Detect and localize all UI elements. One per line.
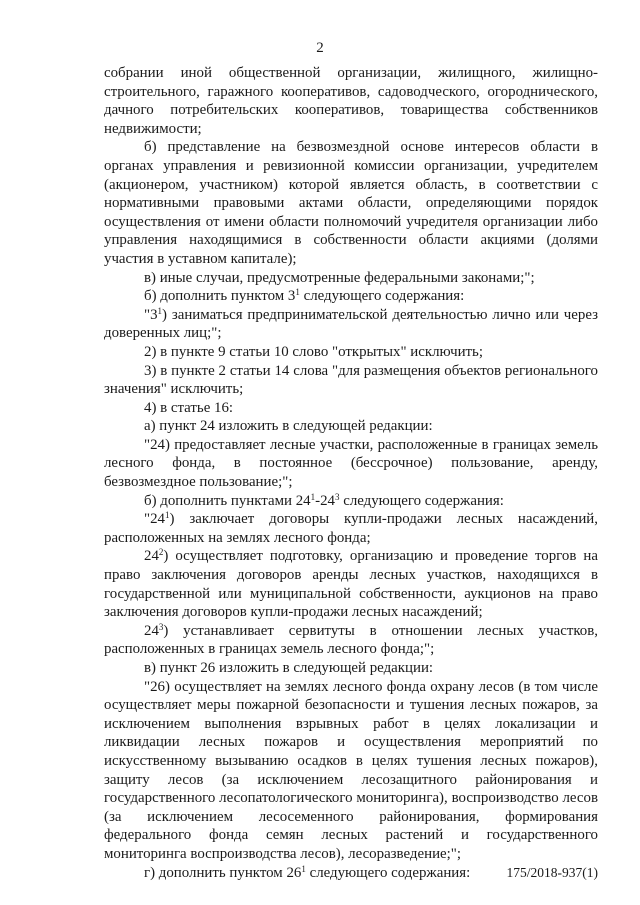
paragraph-text: собрании иной общественной организации, жилищного, жилищно-строительного, гаражного кооперативов, садоводческого, огороднического, дачного потребительских кооперативов, товарищества собственников недвижимости; bbox=[104, 65, 598, 137]
superscript: 1 bbox=[301, 863, 306, 874]
paragraph-text: "24 bbox=[144, 511, 165, 528]
paragraph-text: ) заключает договоры купли-продажи лесных насаждений, расположенных на землях лесного фонда; bbox=[104, 511, 598, 546]
paragraph bbox=[104, 510, 598, 547]
paragraph-text: ) осуществляет подготовку, организацию и проведение торгов на право заключения договоров аренды лесных участков, находящихся в государственной или муниципальной собственности, аукционов на право заключения договоров купли-продажи лесных насаждений; bbox=[104, 548, 598, 621]
paragraph bbox=[104, 399, 598, 418]
paragraph bbox=[104, 678, 598, 864]
superscript: 1 bbox=[164, 510, 170, 521]
document-code: 175/2018-937(1) bbox=[506, 865, 598, 880]
paragraph bbox=[104, 417, 598, 436]
paragraph-text: 2) в пункте 9 статьи 10 слово "открытых" исключить; bbox=[144, 343, 483, 360]
paragraph bbox=[104, 362, 598, 399]
paragraph-text: б) дополнить пунктом 3 bbox=[144, 288, 296, 305]
paragraph bbox=[104, 659, 598, 678]
paragraph bbox=[104, 622, 598, 659]
superscript: 1 bbox=[157, 305, 163, 316]
paragraph-text: "24) предоставляет лесные участки, расположенные в границах земель лесного фонда, в постоянное (бессрочное) пользование, аренду, безвозмездное пользование;"; bbox=[104, 436, 598, 491]
paragraph bbox=[104, 138, 598, 268]
paragraph-text: в) пункт 26 изложить в следующей редакции: bbox=[144, 660, 434, 676]
superscript: 1 bbox=[310, 491, 316, 502]
paragraph-text: следующего содержания: bbox=[305, 864, 471, 881]
paragraph-text: следующего содержания: bbox=[339, 492, 504, 509]
paragraph-text: "26) осуществляет на землях лесного фонда охрану лесов (в том числе осуществляет меры пожарной безопасности и тушения лесных пожаров, за исключением выполнения взрывных работ в целях локализации и ликвидации лесных пожаров и осуществления мероприятий по искусственному вызыванию осадков в целях тушения лесных пожаров), защиту лесов (за исключением лесозащитного районирования и государственного лесопатологического мониторинга), воспроизводство лесов (за исключением лесосеменного районирования, формирования федерального фонда семян лесных растений и государственного мониторинга воспроизводства лесов), лесоразведение;"; bbox=[104, 678, 598, 862]
superscript: 2 bbox=[158, 547, 164, 558]
paragraph-text: б) дополнить пунктами 24 bbox=[144, 492, 311, 509]
paragraph-text: следующего содержания: bbox=[299, 288, 465, 305]
paragraph bbox=[104, 306, 598, 343]
paragraph-text: 3) в пункте 2 статьи 14 слова "для размещения объектов регионального значения" исключить; bbox=[104, 362, 598, 398]
superscript: 3 bbox=[334, 491, 340, 502]
paragraph-text: ) заниматься предпринимательской деятельностью лично или через доверенных лиц;"; bbox=[104, 306, 598, 342]
paragraph bbox=[104, 547, 598, 621]
paragraph-text: -24 bbox=[315, 492, 335, 509]
paragraph bbox=[104, 343, 598, 362]
paragraph-text: 4) в статье 16: bbox=[144, 399, 234, 416]
paragraph-text: б) представление на безвозмездной основе интересов области в органах управления и ревизионной комиссии организации, учредителем (акционером, участником) которой является область, в соответствии с нормативными правовыми актами области, определяющими порядок осуществления от имени области полномочий учредителя организации либо управления находящимися в собственности области акциями (долями участия в уставном капитале); bbox=[104, 139, 598, 267]
paragraph-text: 24 bbox=[144, 548, 159, 565]
paragraph bbox=[104, 269, 598, 288]
paragraph-text: а) пункт 24 изложить в следующей редакции: bbox=[144, 418, 433, 435]
paragraph bbox=[104, 492, 598, 511]
superscript: 3 bbox=[158, 621, 164, 632]
paragraph-text: в) иные случаи, предусмотренные федеральными законами;"; bbox=[144, 269, 535, 286]
document-body bbox=[104, 64, 598, 882]
paragraph-text: "3 bbox=[144, 306, 158, 323]
paragraph bbox=[104, 287, 598, 306]
paragraph bbox=[104, 64, 598, 138]
paragraph-text: г) дополнить пунктом 26 bbox=[144, 864, 302, 881]
superscript: 1 bbox=[295, 287, 300, 298]
paragraph-text: 24 bbox=[144, 622, 159, 639]
page-number: 2 bbox=[316, 40, 324, 56]
paragraph-text: ) устанавливает сервитуты в отношении лесных участков, расположенных в границах земель лесного фонда;"; bbox=[104, 622, 598, 658]
paragraph bbox=[104, 436, 598, 492]
